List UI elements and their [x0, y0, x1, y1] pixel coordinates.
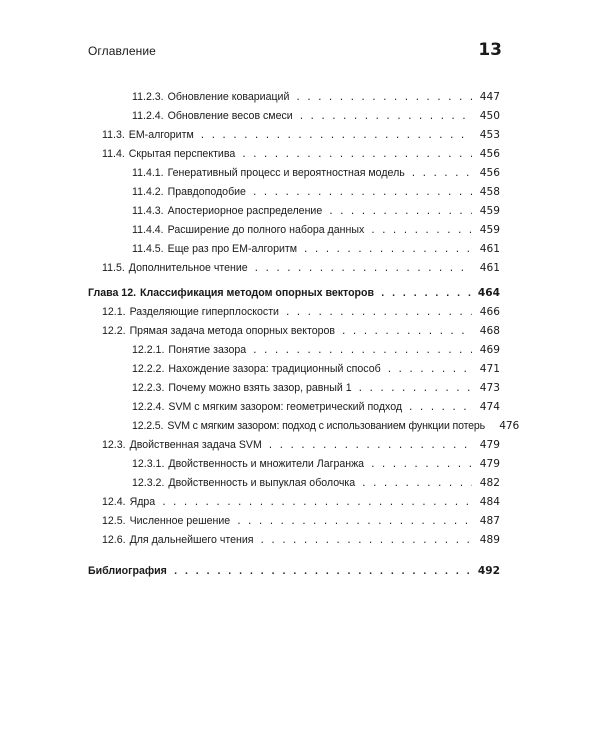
toc-entry-number: 11.5. [102, 262, 125, 274]
dot-leader [241, 146, 472, 165]
toc-entry[interactable] [88, 202, 500, 221]
toc-entry-title: SVM с мягким зазором: геометрический подход [168, 401, 403, 413]
toc-entry-page: 450 [479, 110, 500, 122]
toc-entry-page: 461 [479, 243, 500, 255]
toc-entry[interactable] [88, 221, 500, 240]
toc-entry-number: 11.3. [102, 129, 125, 141]
toc-entry-title: Нахождение зазора: традиционный способ [168, 363, 381, 375]
toc-entry-page: 459 [479, 205, 500, 217]
toc-entry-number: 12.3.1. [132, 458, 165, 470]
dot-leader [252, 342, 472, 361]
toc-entry-title: Апостериорное распределение [167, 205, 323, 217]
toc-entry-number: 12.2.4. [132, 401, 165, 413]
toc-entry-page: 456 [479, 167, 500, 179]
dot-leader [295, 89, 472, 108]
toc-entry-number: 11.2.4. [132, 110, 164, 122]
toc-entry[interactable] [88, 474, 500, 493]
toc-entry-page: 479 [479, 439, 500, 451]
toc-entry-title: Классификация методом опорных векторов [140, 287, 374, 299]
toc-entry-number: 12.2.1. [132, 344, 165, 356]
toc-entry-title: Двойственность и выпуклая оболочка [168, 477, 356, 489]
toc-chapter-entry[interactable] [88, 284, 500, 303]
dot-leader [254, 260, 472, 279]
toc-entry[interactable] [88, 303, 500, 322]
toc-entry-page: 482 [479, 477, 500, 489]
toc-entry[interactable] [88, 107, 500, 126]
toc-entry[interactable] [88, 145, 500, 164]
toc-entry-title: Для дальнейшего чтения [129, 534, 254, 546]
toc-entry-page: 471 [479, 363, 500, 375]
toc-entry-page: 492 [477, 565, 500, 577]
toc-entry-page: 447 [479, 91, 500, 103]
toc-entry-number: 11.4.5. [132, 243, 164, 255]
toc-entry-title: Разделяющие гиперплоскости [129, 306, 279, 318]
dot-leader [361, 475, 472, 494]
dot-leader [328, 203, 472, 222]
toc-entry[interactable] [88, 126, 500, 145]
toc-entry-page: 461 [479, 262, 500, 274]
toc-entry[interactable] [88, 360, 500, 379]
toc-entry[interactable] [88, 88, 500, 107]
toc-entry[interactable] [88, 322, 500, 341]
toc-entry[interactable] [88, 436, 500, 455]
toc-entry-number: 11.4. [102, 148, 125, 160]
toc-entry-number: 11.4.2. [132, 186, 164, 198]
toc-entry-number: 12.3.2. [132, 477, 165, 489]
dot-leader [200, 127, 472, 146]
toc-entry-number: 11.4.4. [132, 224, 164, 236]
toc-entry-title: Библиография [88, 565, 167, 577]
toc-entry-page: 466 [479, 306, 500, 318]
dot-leader [268, 437, 472, 456]
toc-entry-number: 12.4. [102, 496, 126, 508]
toc-entry-page: 453 [479, 129, 500, 141]
toc-entry-number: 12.3. [102, 439, 126, 451]
toc-entry-title: Почему можно взять зазор, равный 1 [168, 382, 352, 394]
toc-entry-number: 12.2. [102, 325, 126, 337]
toc-entry-number: Глава 12. [88, 287, 137, 299]
toc-bibliography-entry[interactable] [88, 562, 500, 581]
toc-entry[interactable] [88, 259, 500, 278]
running-title: Оглавление [88, 44, 156, 58]
toc-entry-page: 484 [479, 496, 500, 508]
toc-entry-page: 489 [479, 534, 500, 546]
toc-entry-number: 11.2.3. [132, 91, 164, 103]
dot-leader [370, 456, 472, 475]
toc-entry-title: Прямая задача метода опорных векторов [129, 325, 336, 337]
toc-entry-title: SVM с мягким зазором: подход с использованием функции потерь [167, 420, 486, 432]
toc-entry[interactable] [88, 398, 500, 417]
dot-leader [303, 241, 472, 260]
toc-entry-title: Понятие зазора [168, 344, 247, 356]
toc-entry-number: 12.2.2. [132, 363, 165, 375]
toc-entry[interactable] [88, 164, 500, 183]
dot-leader [260, 532, 472, 551]
toc-entry-title: Численное решение [129, 515, 231, 527]
toc-entry-number: 11.4.1. [132, 167, 164, 179]
toc-entry-page: 479 [479, 458, 500, 470]
toc-entry-number: 12.1. [102, 306, 126, 318]
dot-leader [411, 165, 472, 184]
dot-leader [341, 323, 472, 342]
dot-leader [285, 304, 472, 323]
toc-entry-title: Правдоподобие [167, 186, 246, 198]
table-of-contents [88, 88, 520, 581]
dot-leader [370, 222, 472, 241]
toc-entry-page: 487 [479, 515, 500, 527]
toc-entry-title: Еще раз про EM-алгоритм [167, 243, 298, 255]
toc-entry-page: 456 [479, 148, 500, 160]
toc-entry-page: 476 [499, 420, 520, 432]
toc-entry-title: Расширение до полного набора данных [167, 224, 365, 236]
toc-entry[interactable] [88, 240, 500, 259]
toc-entry-page: 469 [479, 344, 500, 356]
dot-leader [408, 399, 472, 418]
page-number: 13 [478, 40, 502, 60]
toc-entry-title: Дополнительное чтение [128, 262, 248, 274]
toc-entry-title: Ядра [129, 496, 156, 508]
toc-entry[interactable] [88, 341, 500, 360]
toc-entry-page: 459 [479, 224, 500, 236]
toc-entry[interactable] [88, 531, 500, 550]
toc-entry-title: Генеративный процесс и вероятностная модель [167, 167, 405, 179]
toc-entry-title: Двойственная задача SVM [129, 439, 262, 451]
toc-entry-title: EM-алгоритм [128, 129, 194, 141]
toc-entry-title: Обновление ковариаций [167, 91, 290, 103]
toc-entry-number: 11.4.3. [132, 205, 164, 217]
toc-entry-title: Скрытая перспектива [128, 148, 236, 160]
toc-entry[interactable] [88, 493, 500, 512]
toc-entry-page: 473 [479, 382, 500, 394]
toc-entry-page: 468 [479, 325, 500, 337]
toc-entry-number: 12.5. [102, 515, 126, 527]
toc-entry-page: 458 [479, 186, 500, 198]
dot-leader [173, 563, 472, 582]
dot-leader [358, 380, 472, 399]
toc-entry[interactable] [88, 417, 520, 436]
dot-leader [252, 184, 472, 203]
dot-leader [161, 494, 472, 513]
toc-entry-page: 474 [479, 401, 500, 413]
page-header [88, 40, 502, 60]
toc-entry-page: 464 [477, 287, 500, 299]
dot-leader [387, 361, 472, 380]
toc-entry[interactable] [88, 512, 500, 531]
dot-leader [299, 108, 472, 127]
toc-entry-number: 12.2.5. [132, 420, 164, 432]
toc-entry[interactable] [88, 379, 500, 398]
dot-leader [380, 285, 472, 304]
toc-entry-title: Обновление весов смеси [167, 110, 293, 122]
toc-entry[interactable] [88, 455, 500, 474]
toc-entry[interactable] [88, 183, 500, 202]
dot-leader [236, 513, 472, 532]
toc-entry-number: 12.6. [102, 534, 126, 546]
toc-entry-number: 12.2.3. [132, 382, 165, 394]
toc-entry-title: Двойственность и множители Лагранжа [168, 458, 365, 470]
